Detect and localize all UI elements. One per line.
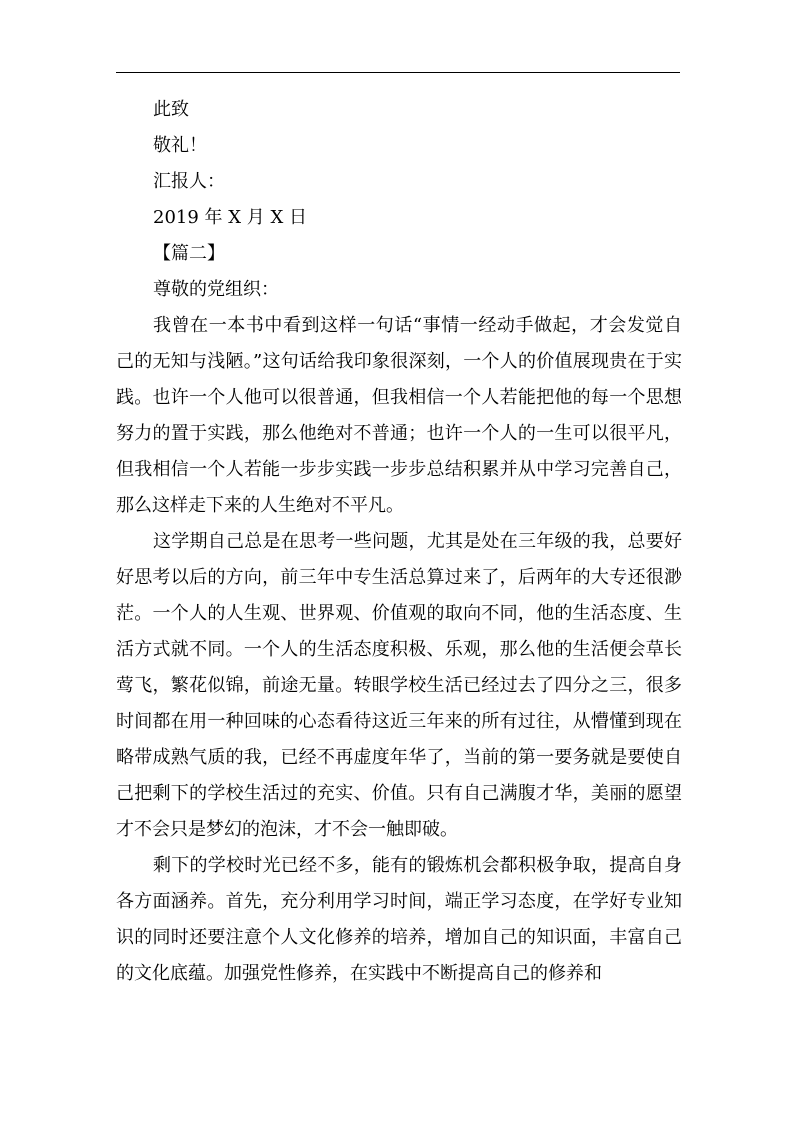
reporter-line: 汇报人： (153, 171, 225, 192)
salutation: 尊敬的党组织： (153, 279, 279, 300)
date-line: 2019 年 X 月 X 日 (153, 207, 308, 228)
section-title: 【篇二】 (153, 243, 225, 264)
paragraph-3: 剩下的学校时光已经不多，能有的锻炼机会都积极争取，提高自身各方面涵养。首先，充分利用学习时间，端正学习态度，在学好专业知识的同时还要注意个人文化修养的培养，增加自己的知识面，丰富自己的文化底蕴。加强党性修养，在实践中不断提高自己的修养和 (116, 855, 682, 984)
closing-line-1: 此致 (153, 99, 189, 120)
paragraph-2: 这学期自己总是在思考一些问题，尤其是处在三年级的我，总要好好思考以后的方向，前三年中专生活总算过来了，后两年的大专还很渺茫。一个人的人生观、世界观、价值观的取向不同，他的生活态度、生活方式就不同。一个人的生活态度积极、乐观，那么他的生活便会草长莺飞，繁花似锦，前途无量。转眼学校生活已经过去了四分之三，很多时间都在用一种回味的心态看待这近三年来的所有过往，从懵懂到现在略带成熟气质的我，已经不再虚度年华了，当前的第一要务就是要使自己把剩下的学校生活过的充实、价值。只有自己满腹才华，美丽的愿望才不会只是梦幻的泡沫，才不会一触即破。 (116, 531, 682, 840)
document-body (116, 92, 682, 992)
header-rule (116, 72, 680, 73)
closing-line-2: 敬礼！ (153, 135, 207, 156)
paragraph-1: 我曾在一本书中看到这样一句话“事情一经动手做起，才会发觉自己的无知与浅陋。”这句话给我印象很深刻，一个人的价值展现贵在于实践。也许一个人他可以很普通，但我相信一个人若能把他的每一个思想努力的置于实践，那么他绝对不普通；也许一个人的一生可以很平凡，但我相信一个人若能一步步实践一步步总结积累并从中学习完善自己，那么这样走下来的人生绝对不平凡。 (116, 315, 682, 516)
